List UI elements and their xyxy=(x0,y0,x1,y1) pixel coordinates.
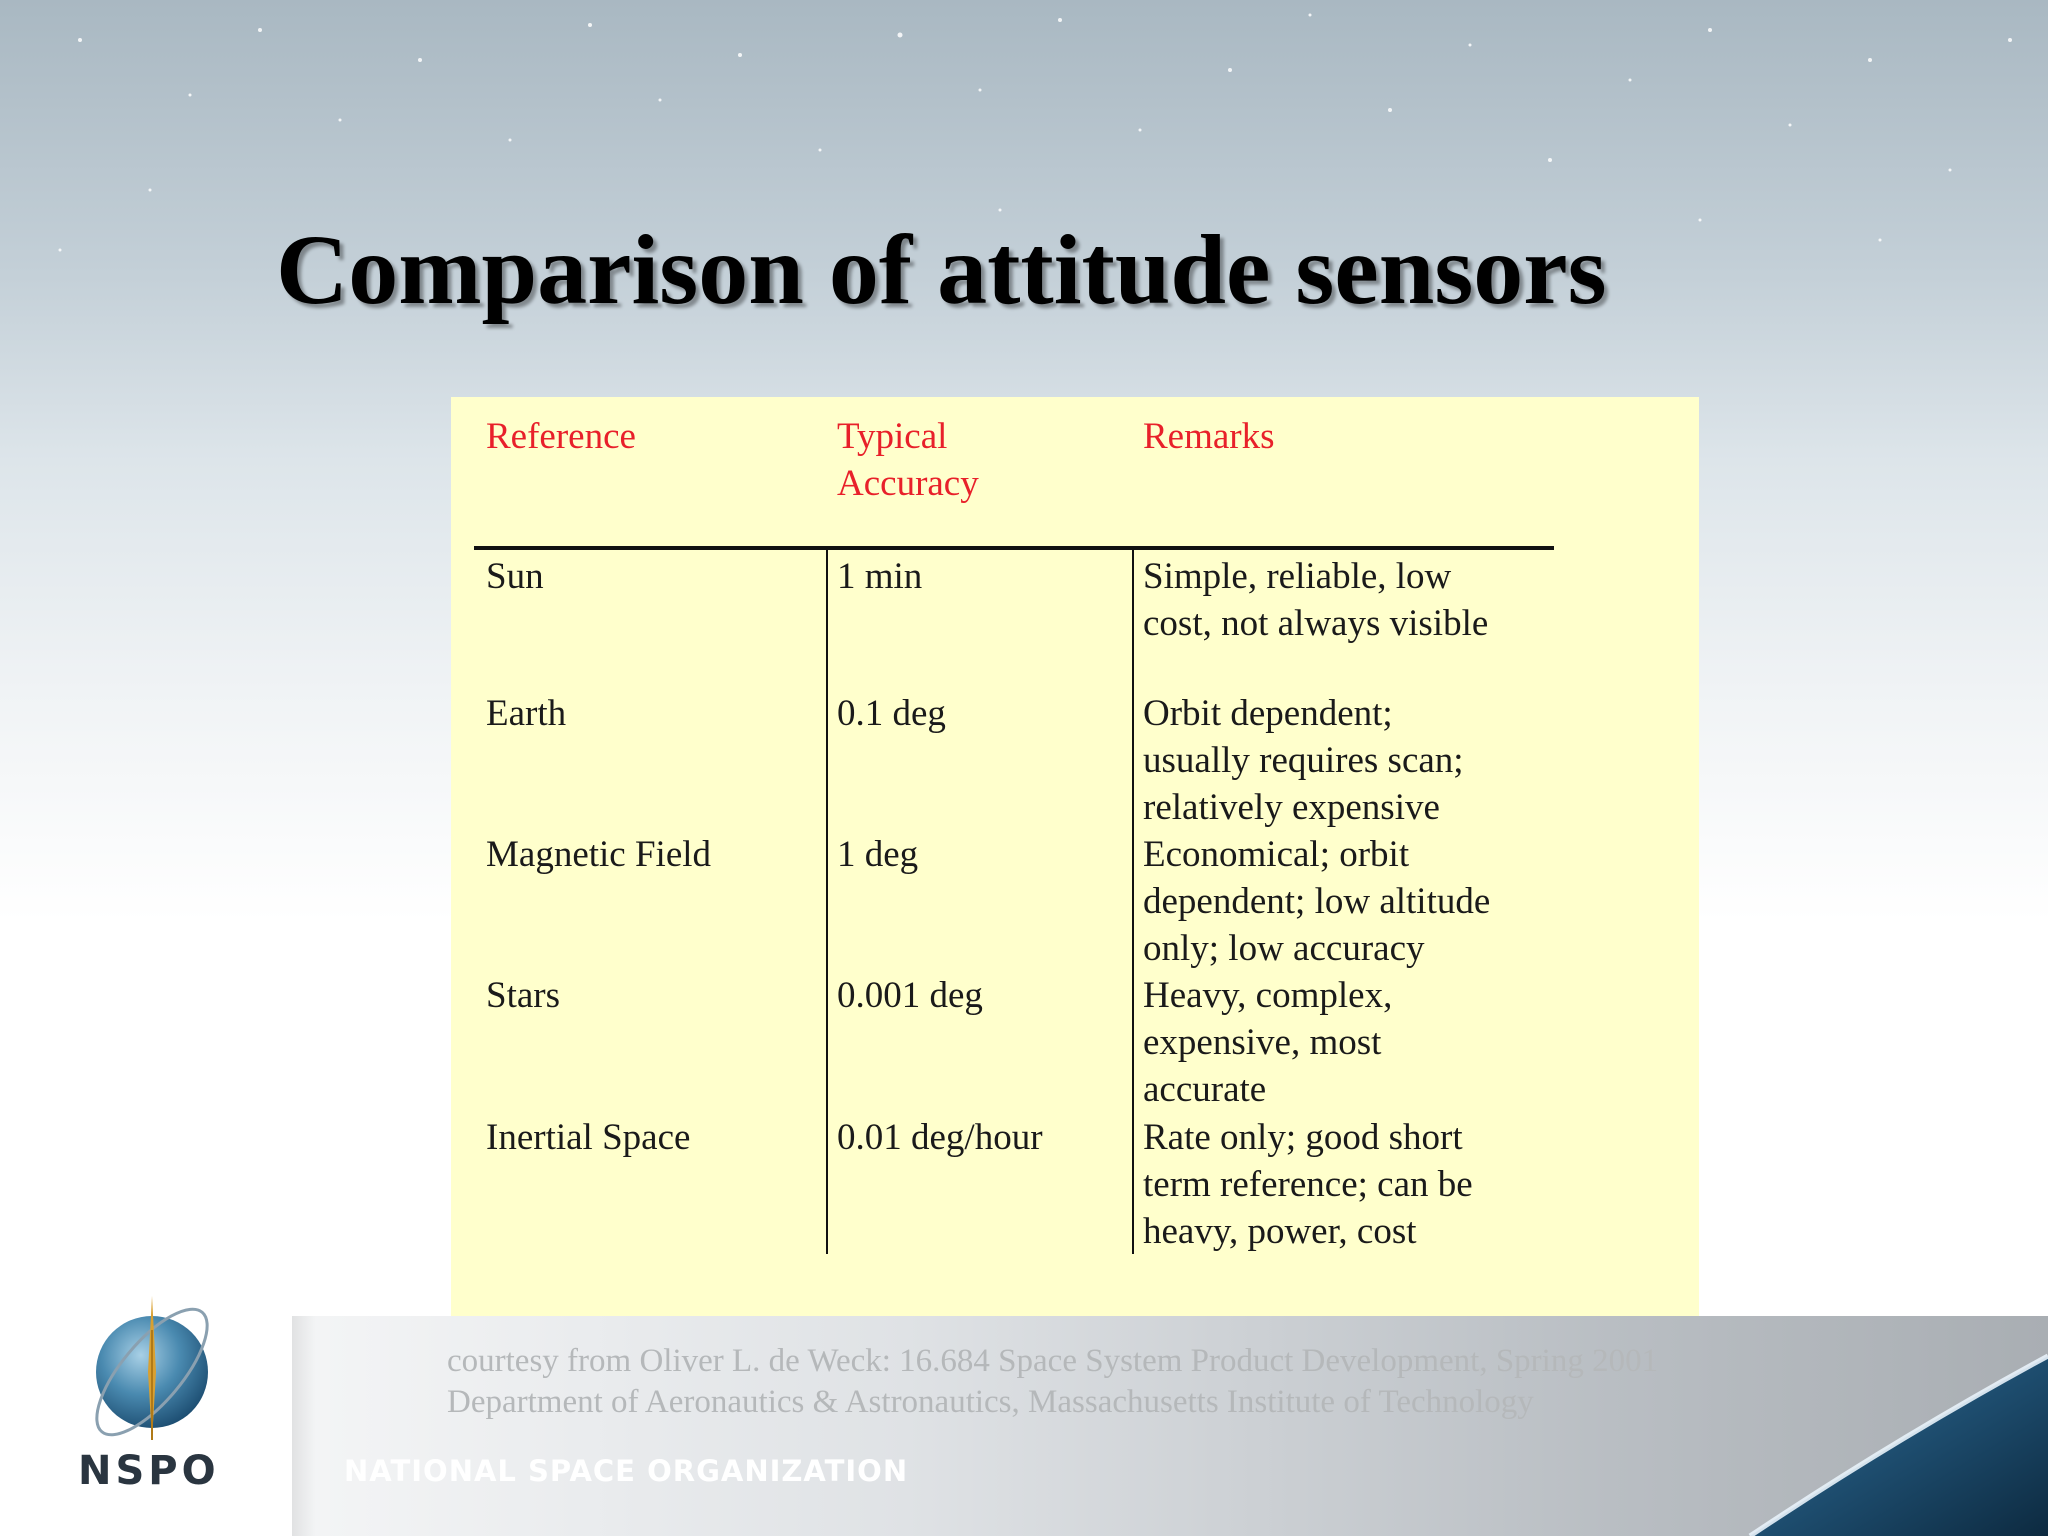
row-inertial-remarks-line3: heavy, power, cost xyxy=(1143,1211,1417,1252)
slide-title: Comparison of attitude sensors xyxy=(276,214,1607,325)
header-remarks: Remarks xyxy=(1143,416,1275,457)
sensor-comparison-table xyxy=(451,397,1699,1317)
nspo-logo-text: NSPO xyxy=(78,1448,220,1494)
globe-logo-icon xyxy=(70,1290,230,1450)
row-stars-remarks-line3: accurate xyxy=(1143,1069,1267,1110)
row-magnetic-remarks-line1: Economical; orbit xyxy=(1143,834,1410,875)
row-earth-remarks-line2: usually requires scan; xyxy=(1143,740,1464,781)
header-reference: Reference xyxy=(486,416,636,457)
row-stars-accuracy: 0.001 deg xyxy=(837,975,983,1016)
row-magnetic-accuracy: 1 deg xyxy=(837,834,919,875)
footer-band-shadow xyxy=(292,1316,316,1536)
row-sun-remarks-line1: Simple, reliable, low xyxy=(1143,556,1452,597)
row-sun-accuracy: 1 min xyxy=(837,556,923,597)
column-divider-1 xyxy=(826,550,828,1254)
credit-line-1: courtesy from Oliver L. de Weck: 16.684 Space System Product Development, Spring 2001 xyxy=(447,1343,1659,1379)
credit-line-2: Department of Aeronautics & Astronautics, Massachusetts Institute of Technology xyxy=(447,1384,1534,1420)
row-earth-remarks-line1: Orbit dependent; xyxy=(1143,693,1393,734)
row-stars-remarks-line1: Heavy, complex, xyxy=(1143,975,1393,1016)
row-inertial-remarks-line2: term reference; can be xyxy=(1143,1164,1473,1205)
row-magnetic-remarks-line3: only; low accuracy xyxy=(1143,928,1425,969)
row-magnetic-remarks-line2: dependent; low altitude xyxy=(1143,881,1491,922)
row-earth-accuracy: 0.1 deg xyxy=(837,693,946,734)
row-inertial-reference: Inertial Space xyxy=(486,1117,691,1158)
row-stars-reference: Stars xyxy=(486,975,560,1016)
row-stars-remarks-line2: expensive, most xyxy=(1143,1022,1382,1063)
row-sun-remarks-line2: cost, not always visible xyxy=(1143,603,1489,644)
row-sun-reference: Sun xyxy=(486,556,544,597)
row-magnetic-reference: Magnetic Field xyxy=(486,834,712,875)
header-accuracy-line1: Typical xyxy=(837,416,948,457)
row-earth-remarks-line3: relatively expensive xyxy=(1143,787,1440,828)
header-divider xyxy=(474,546,1554,550)
earth-horizon-decoration xyxy=(1600,1316,2048,1536)
row-inertial-remarks-line1: Rate only; good short xyxy=(1143,1117,1463,1158)
header-accuracy-line2: Accuracy xyxy=(837,463,979,504)
row-earth-reference: Earth xyxy=(486,693,567,734)
column-divider-2 xyxy=(1132,550,1134,1254)
row-inertial-accuracy: 0.01 deg/hour xyxy=(837,1117,1043,1158)
organization-name: NATIONAL SPACE ORGANIZATION xyxy=(344,1454,909,1488)
